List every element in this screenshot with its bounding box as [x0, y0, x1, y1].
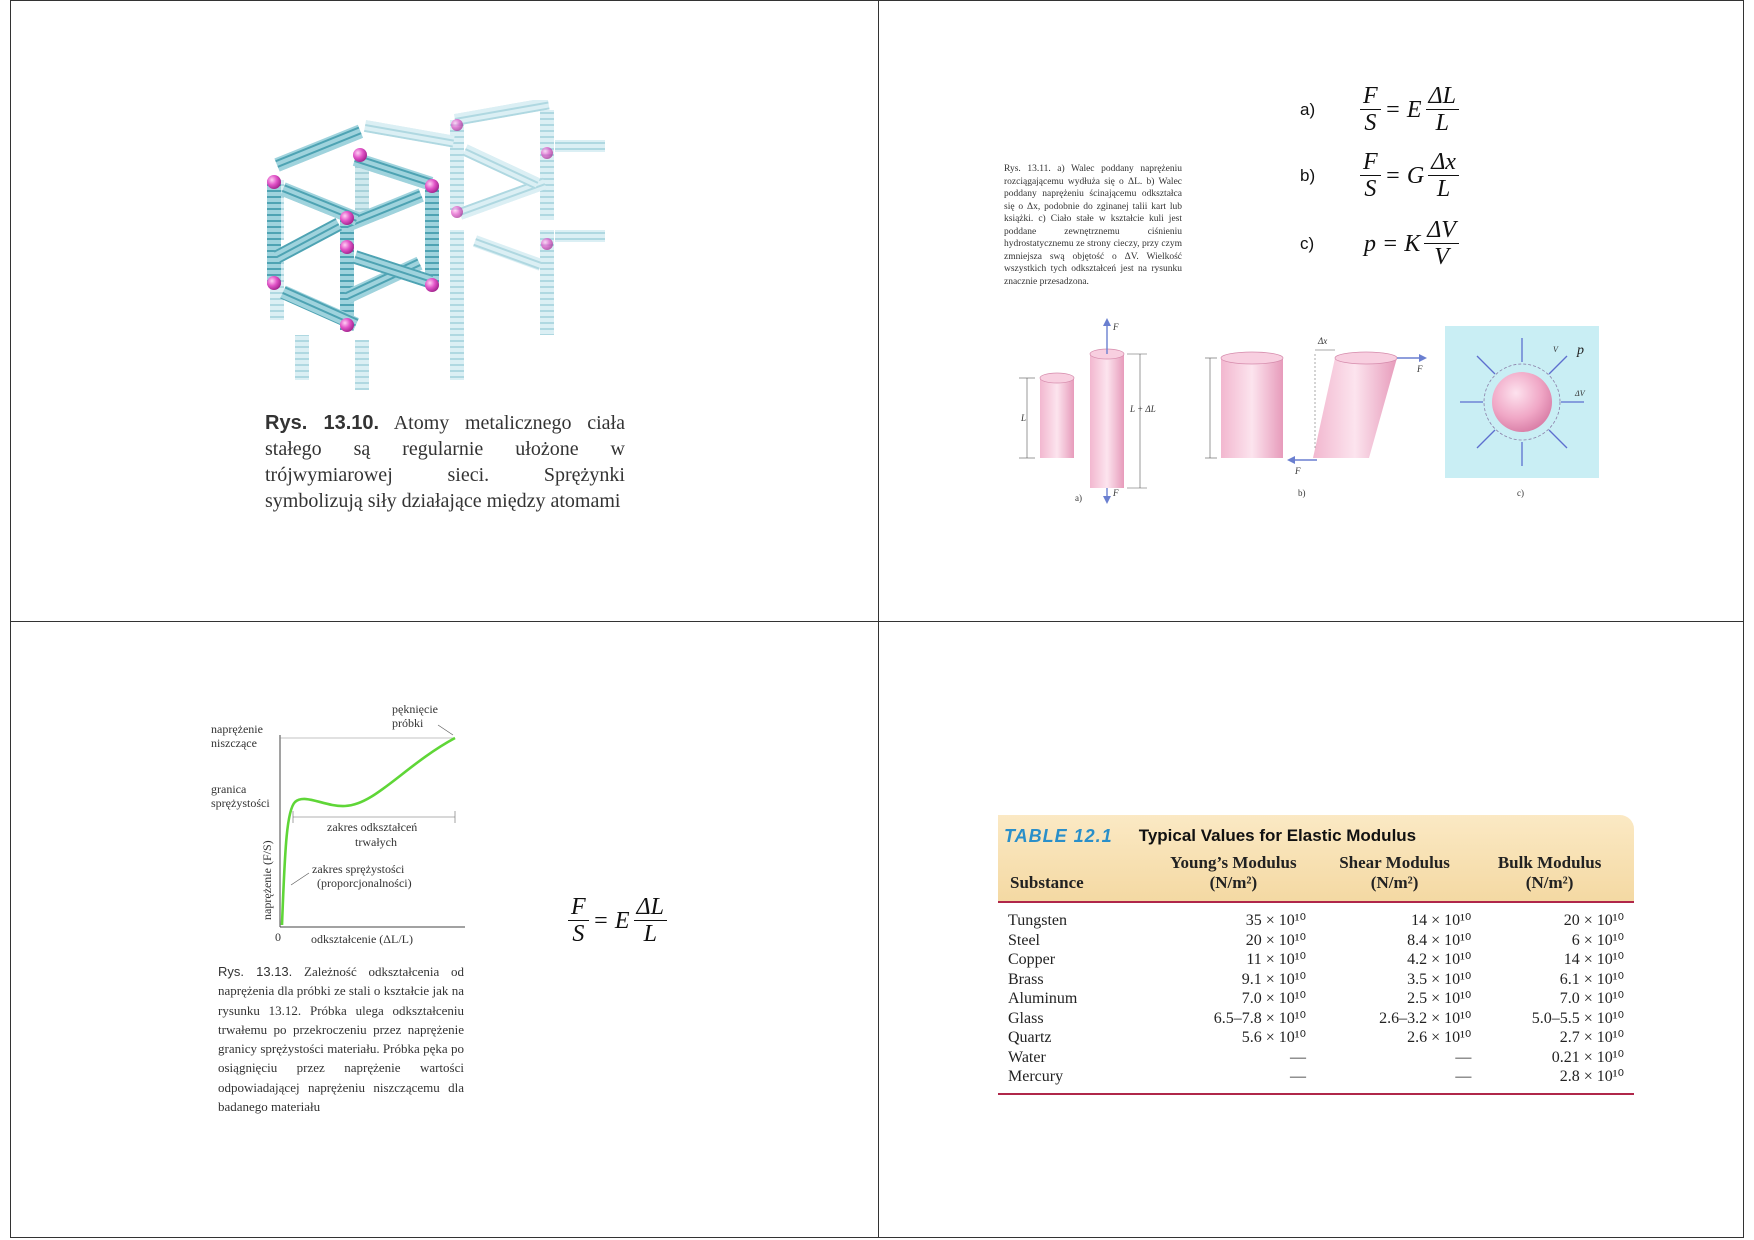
- caption-label: Rys. 13.13.: [218, 964, 293, 979]
- table-row: [998, 1009, 1634, 1029]
- table-row: [998, 931, 1634, 951]
- equation-label: c): [1300, 234, 1315, 253]
- cell-shear: 3.5 × 10¹⁰: [1407, 970, 1472, 988]
- cell-substance: Copper: [1008, 951, 1056, 968]
- annot-yield-2: sprężystości: [211, 796, 270, 810]
- origin-label: 0: [275, 930, 281, 944]
- fraction: $\frac{\Delta x}{L}$: [1428, 150, 1459, 203]
- table-rule-top: [998, 901, 1634, 903]
- cell-shear: 2.6 × 10¹⁰: [1407, 1029, 1472, 1046]
- caption-body: Zależność odkształcenia od naprężenia dla próbki ze stali o kształcie jak na rysunku 13.12. Próbka ulega odkształceniu trwałemu po przekroczeniu przez naprężenie granicy sprężystości materiału. Próbka pęka po osiągnięciu przez naprężenie wartości odpowiadającej naprężeniu niszczącemu dla badanego materiału: [218, 964, 465, 1115]
- cell-substance: Mercury: [1008, 1068, 1064, 1085]
- cell-substance: Quartz: [1008, 1029, 1052, 1046]
- cell-shear: —: [1455, 1048, 1472, 1066]
- cell-substance: Aluminum: [1008, 990, 1078, 1007]
- table-row: [998, 1048, 1634, 1068]
- annot-plastic-2: trwałych: [355, 835, 397, 849]
- lattice-figure: [255, 100, 635, 400]
- cell-bulk: 0.21 × 10¹⁰: [1551, 1048, 1624, 1066]
- equations-block: [1300, 78, 1459, 278]
- youngs-equation: $\frac{F}{S}$ = E $\frac{\Delta L}{L}$: [568, 895, 667, 948]
- cell-substance: Tungsten: [1008, 912, 1067, 929]
- col-shear: Shear Modulus (N/m²): [1339, 853, 1450, 892]
- stress-strain-graph: [205, 695, 475, 955]
- fraction: $\frac{F}{S}$: [1360, 150, 1381, 203]
- annot-ultimate-2: niszczące: [211, 736, 257, 750]
- fraction: $\frac{\Delta L}{L}$: [1426, 84, 1459, 137]
- table-rule-bottom: [998, 1093, 1634, 1095]
- deformation-svg: [1005, 318, 1605, 508]
- annot-break-2: próbki: [392, 716, 424, 730]
- label-b: b): [1298, 488, 1306, 498]
- label-F-top: F: [1113, 322, 1119, 332]
- annot-elastic-1: zakres sprężystości: [312, 862, 405, 876]
- cell-shear: 14 × 10¹⁰: [1411, 912, 1472, 929]
- col-bulk: Bulk Modulus (N/m²): [1497, 853, 1602, 892]
- cell-substance: Glass: [1008, 1009, 1044, 1027]
- table-row: [998, 1028, 1634, 1048]
- annot-ultimate-1: naprężenie: [211, 722, 263, 736]
- caption-13-13: [218, 962, 464, 1116]
- cell-young: —: [1289, 1068, 1306, 1085]
- cell-substance: Water: [1008, 1048, 1046, 1066]
- fraction: $\frac{\Delta V}{V}$: [1424, 218, 1459, 271]
- table-row: [998, 950, 1634, 970]
- label-p: p: [1577, 343, 1584, 358]
- caption-label: Rys. 13.10.: [265, 412, 380, 434]
- fraction: $\frac{\Delta L}{L}$: [634, 895, 667, 948]
- label-F-bottom: F: [1113, 488, 1119, 498]
- label-F-right: F: [1417, 364, 1423, 374]
- bulk-sphere: [1445, 326, 1599, 498]
- cell-young: 20 × 10¹⁰: [1245, 931, 1306, 949]
- table-row: [998, 970, 1634, 990]
- cell-bulk: 2.7 × 10¹⁰: [1559, 1029, 1624, 1046]
- table-header: [998, 815, 1634, 901]
- fraction: $\frac{F}{S}$: [1360, 84, 1381, 137]
- table-header-row: [1004, 851, 1624, 895]
- cell-shear: 4.2 × 10¹⁰: [1407, 951, 1472, 968]
- cell-shear: 8.4 × 10¹⁰: [1407, 931, 1472, 949]
- x-axis-label: odkształcenie (ΔL/L): [311, 932, 414, 946]
- vertical-divider: [878, 0, 879, 1238]
- cell-young: 5.6 × 10¹⁰: [1241, 1029, 1306, 1046]
- caption-body: Atomy metalicznego ciała stałego są regularnie ułożone w trójwymiarowej sieci. Sprężynki symbolizują siły działające między atomami: [265, 412, 625, 512]
- label-c: c): [1517, 488, 1524, 498]
- annot-yield-1: granica: [211, 782, 247, 796]
- annot-break-1: pęknięcie: [392, 702, 438, 716]
- cell-substance: Steel: [1008, 931, 1040, 949]
- equation-label: b): [1300, 166, 1316, 185]
- horizontal-divider: [10, 621, 1744, 622]
- cell-bulk: 5.0–5.5 × 10¹⁰: [1531, 1009, 1624, 1027]
- table-row: [998, 1067, 1634, 1087]
- cell-young: 7.0 × 10¹⁰: [1241, 990, 1306, 1007]
- equation-label: a): [1300, 100, 1316, 119]
- shear-cylinders: [1205, 336, 1427, 498]
- annot-elastic-2: (proporcjonalności): [317, 876, 412, 890]
- caption-13-10: [265, 410, 625, 514]
- cell-substance: Brass: [1008, 970, 1044, 988]
- label-L: L: [1021, 413, 1027, 423]
- cell-bulk: 6 × 10¹⁰: [1571, 931, 1624, 949]
- label-L-plus: L + ΔL: [1130, 404, 1156, 414]
- cell-bulk: 6.1 × 10¹⁰: [1559, 970, 1624, 988]
- tension-cylinders: [1019, 318, 1156, 504]
- cell-young: 11 × 10¹⁰: [1246, 951, 1306, 968]
- equation-a: a) $\frac{F}{S}$ = E $\frac{\Delta L}{L}$: [1300, 78, 1459, 142]
- panel-lattice: [255, 100, 635, 400]
- cell-bulk: 14 × 10¹⁰: [1563, 951, 1624, 968]
- cell-bulk: 2.8 × 10¹⁰: [1559, 1068, 1624, 1085]
- front-springs: [267, 125, 439, 331]
- annot-plastic-1: zakres odkształceń: [327, 820, 418, 834]
- caption-body: Rys. 13.11. a) Walec poddany naprężeniu rozciągającemu wydłuża się o ΔL. b) Walec poddany naprężeniu ścinającemu odkształca się o Δx, podobnie do zginanej talii kart lub książki. c) Ciało stałe w kształcie kuli jest poddane zewnętrznemu ciśnieniu hydrostatycznemu ze strony cieczy, przy czym zmniejsza swą objętość o ΔV. Wielkość wszystkich tych odkształceń jest na rysunku znacznie przesadzona.: [1004, 164, 1182, 287]
- cell-shear: 2.5 × 10¹⁰: [1407, 990, 1472, 1007]
- cell-young: —: [1289, 1048, 1306, 1066]
- cell-bulk: 7.0 × 10¹⁰: [1559, 990, 1624, 1007]
- label-V: V: [1553, 345, 1558, 354]
- cell-young: 6.5–7.8 × 10¹⁰: [1213, 1009, 1306, 1027]
- label-dV: ΔV: [1575, 389, 1585, 398]
- y-axis-label: naprężenie (F/S): [260, 840, 274, 920]
- fraction: $\frac{F}{S}$: [568, 895, 589, 948]
- equation-b: b) $\frac{F}{S}$ = G $\frac{\Delta x}{L}$: [1300, 142, 1459, 210]
- table-row: [998, 911, 1634, 931]
- col-substance: Substance: [1010, 873, 1084, 892]
- table-title-bar: [1004, 821, 1624, 851]
- table-title: Typical Values for Elastic Modulus: [1138, 826, 1417, 845]
- col-young: Young’s Modulus (N/m²): [1170, 853, 1297, 892]
- cell-shear: —: [1455, 1068, 1472, 1085]
- cell-young: 35 × 10¹⁰: [1245, 912, 1306, 929]
- label-a: a): [1075, 493, 1082, 503]
- table-body: [998, 911, 1634, 1087]
- cell-young: 9.1 × 10¹⁰: [1241, 970, 1306, 988]
- cell-bulk: 20 × 10¹⁰: [1563, 912, 1624, 929]
- deformation-figures: [1005, 318, 1605, 508]
- table-row: [998, 989, 1634, 1009]
- caption-13-11: [1004, 163, 1182, 288]
- elastic-modulus-table: [998, 815, 1634, 1095]
- cell-shear: 2.6–3.2 × 10¹⁰: [1379, 1009, 1472, 1027]
- equation-c: c) p = K $\frac{\Delta V}{V}$: [1300, 210, 1459, 278]
- table-number: TABLE 12.1: [1004, 825, 1113, 846]
- label-dx: Δx: [1318, 336, 1328, 346]
- graph-svg: [205, 695, 475, 955]
- label-F-left: F: [1295, 466, 1301, 476]
